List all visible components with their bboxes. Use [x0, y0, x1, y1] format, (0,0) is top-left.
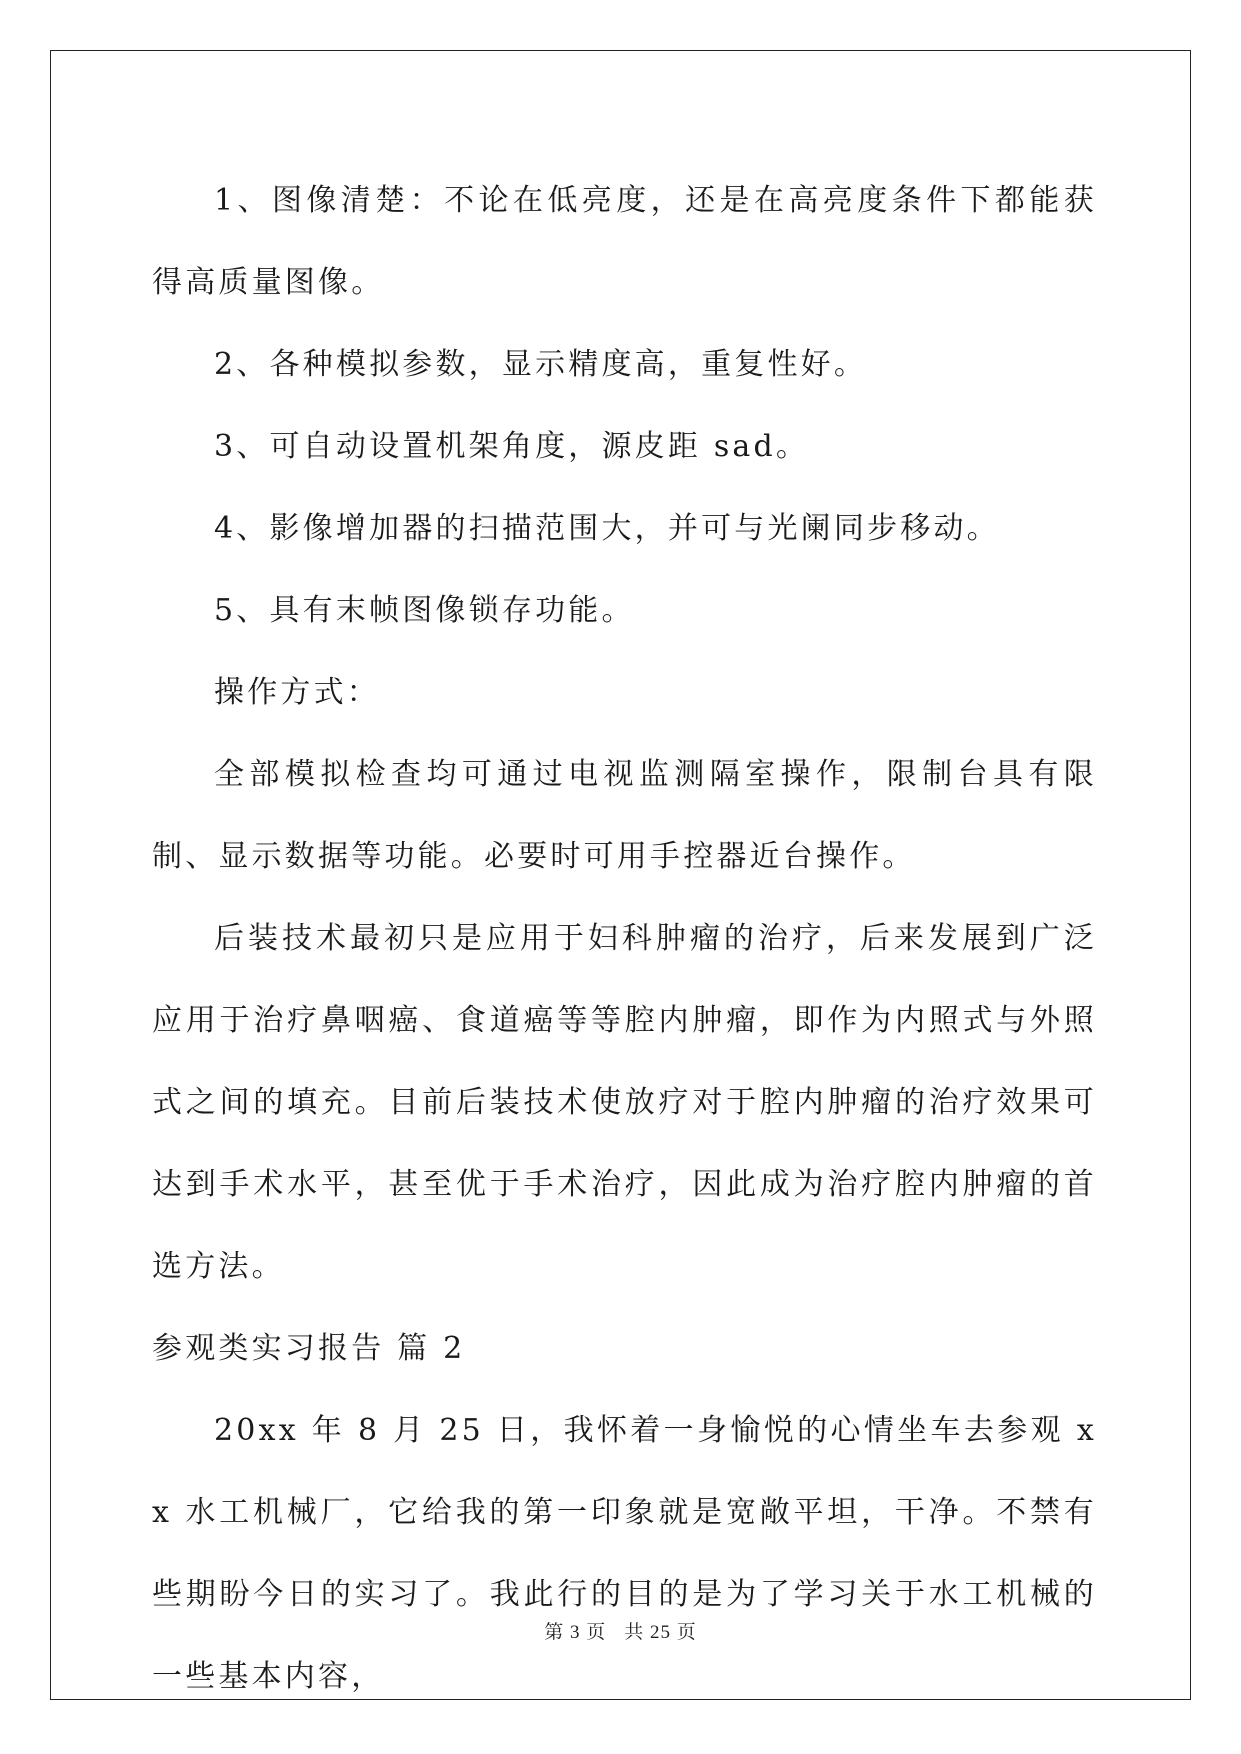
paragraph-item-1: 1、图像清楚：不论在低亮度，还是在高亮度条件下都能获得高质量图像。	[152, 183, 1097, 300]
paragraph-afterloading: 后装技术最初只是应用于妇科肿瘤的治疗，后来发展到广泛应用于治疗鼻咽癌、食道癌等等腔内肿瘤，即作为内照式与外照式之间的填充。目前后装技术使放疗对于腔内肿瘤的治疗效果可达到手术水平，甚至优于手术治疗，因此成为治疗腔内肿瘤的首选方法。	[152, 921, 1097, 1284]
paragraph-visit: 20xx 年 8 月 25 日，我怀着一身愉悦的心情坐车去参观 x x 水工机械厂，它给我的第一印象就是宽敞平坦，干净。不禁有些期盼今日的实习了。我此行的目的是为了学习关于水工机械的一些基本内容，	[152, 1413, 1097, 1694]
page-number-current: 第 3 页	[544, 1622, 607, 1643]
paragraph-item-5: 5、具有末帧图像锁存功能。	[214, 593, 635, 628]
page-footer	[0, 1617, 1241, 1644]
section-heading: 参观类实习报告 篇 2	[152, 1331, 466, 1366]
paragraph-operation-title: 操作方式：	[214, 675, 380, 710]
document-body	[152, 160, 1097, 1718]
paragraph-item-2: 2、各种模拟参数，显示精度高，重复性好。	[214, 347, 868, 382]
page-number-total: 共 25 页	[624, 1622, 697, 1643]
paragraph-operation-desc: 全部模拟检查均可通过电视监测隔室操作，限制台具有限制、显示数据等功能。必要时可用手控器近台操作。	[152, 757, 1097, 874]
paragraph-item-4: 4、影像增加器的扫描范围大，并可与光阑同步移动。	[214, 511, 1000, 546]
paragraph-item-3: 3、可自动设置机架角度，源皮距 sad。	[214, 429, 810, 464]
